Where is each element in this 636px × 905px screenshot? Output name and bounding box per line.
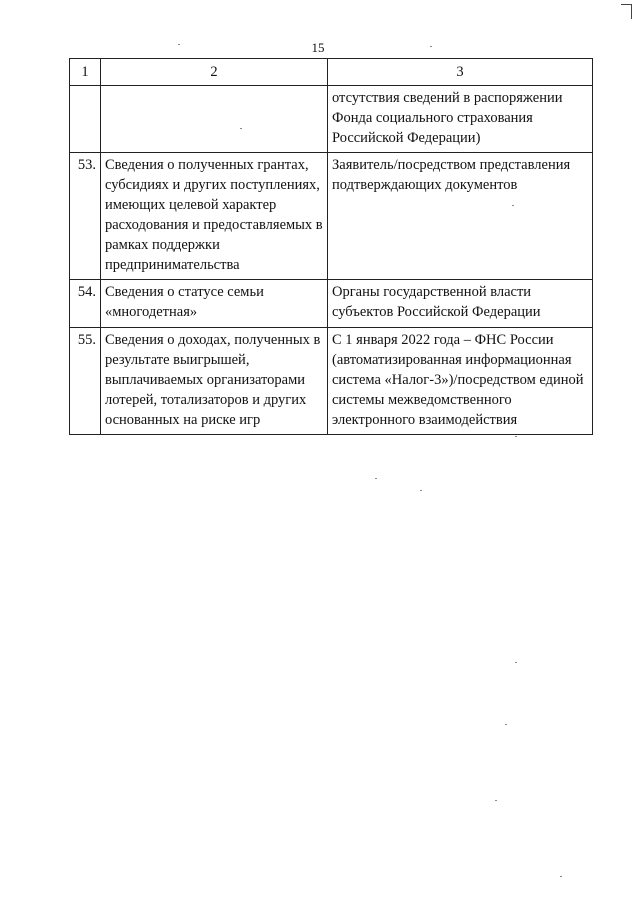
page-number: 15 [311, 40, 325, 55]
row-number: 53. [70, 153, 101, 280]
row-information: Сведения о полученных грантах, субсидиях и других поступлениях, имеющих целевой характер расходования и предоставляемых в рамках поддержки предпринимательства [101, 153, 328, 280]
row-number [70, 86, 101, 153]
corner-crop-mark [621, 4, 632, 19]
column-header-2: 2 [101, 59, 328, 86]
table-row [70, 328, 593, 435]
column-header-1: 1 [70, 59, 101, 86]
row-source: Органы государственной власти субъектов Российской Федерации [328, 280, 593, 328]
row-information: Сведения о статусе семьи «многодетная» [101, 280, 328, 328]
table-row [70, 86, 593, 153]
row-number: 54. [70, 280, 101, 328]
row-information [101, 86, 328, 153]
row-source: Заявитель/посредством представления подтверждающих документов [328, 153, 593, 280]
row-number: 55. [70, 328, 101, 435]
row-source: С 1 января 2022 года – ФНС России (автоматизированная информационная система «Налог-3»)/посредством единой системы межведомственного электронного взаимодействия [328, 328, 593, 435]
column-header-3: 3 [328, 59, 593, 86]
table-header-row [70, 59, 593, 86]
data-sources-table [69, 58, 593, 435]
table-row [70, 153, 593, 280]
row-information: Сведения о доходах, полученных в результате выигрышей, выплачиваемых организаторами лотерей, тотализаторов и других основанных на риске игр [101, 328, 328, 435]
row-source: отсутствия сведений в распоряжении Фонда социального страхования Российской Федерации) [328, 86, 593, 153]
table-row [70, 280, 593, 328]
